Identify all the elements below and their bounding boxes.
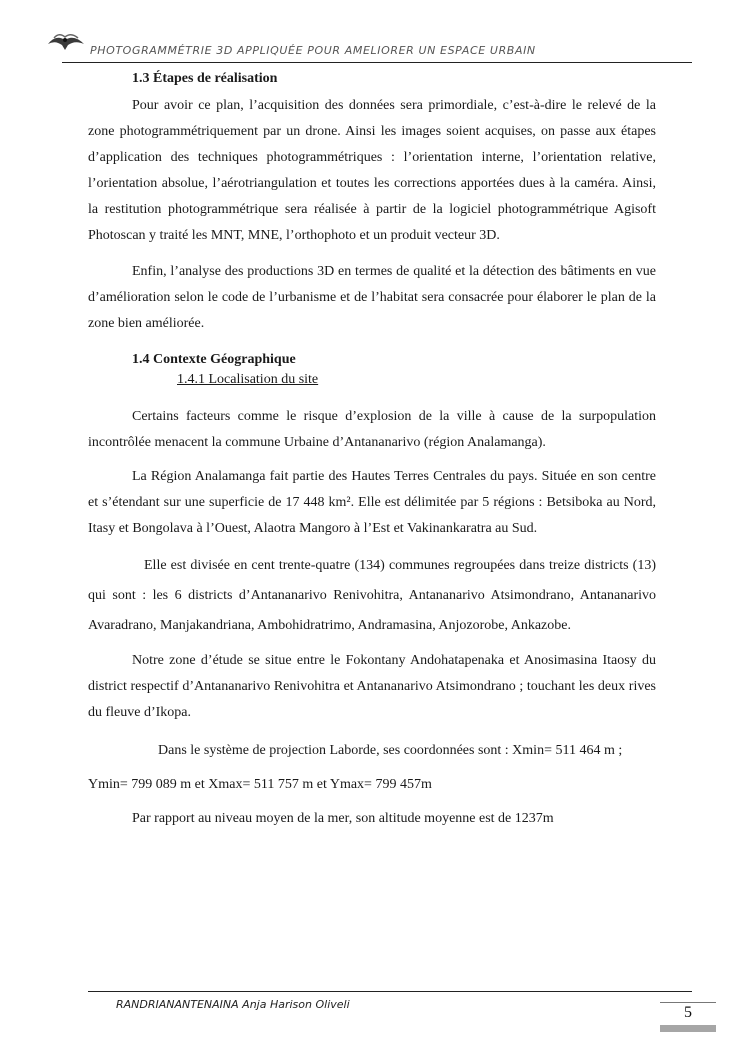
page-body (88, 69, 656, 832)
section-heading-contexte: 1.4 Contexte Géographique (132, 352, 296, 367)
paragraph-districts: Elle est divisée en cent trente-quatre (134) communes regroupées dans treize districts (13) qui sont : les 6 districts d’Antananarivo Renivohitra, Antananarivo Atsimondrano, Antananarivo Avaradrano, Manjakandriana, Ambohidratrimo, Andramasina, Anjozorobe, Ankazobe. (88, 558, 656, 633)
page-number-bar (660, 1025, 716, 1032)
winged-emblem-icon (46, 30, 86, 52)
page-number-rule (660, 1002, 716, 1003)
header-title: PHOTOGRAMMÉTRIE 3D APPLIQUÉE POUR AMELIORER UN ESPACE URBAIN (90, 44, 536, 57)
paragraph-etapes-analyse: Enfin, l’analyse des productions 3D en termes de qualité et la détection des bâtiments en vue d’amélioration selon le code de l’urbanisme et de l’habitat sera consacrée pour élaborer le plan de la zone bien améliorée. (88, 264, 656, 331)
subsection-heading-localisation: 1.4.1 Localisation du site (177, 372, 319, 387)
paragraph-altitude: Par rapport au niveau moyen de la mer, son altitude moyenne est de 1237m (132, 811, 554, 826)
page-number: 5 (684, 1004, 692, 1021)
paragraph-coordonnees-laborde: Dans le système de projection Laborde, ses coordonnées sont : Xmin= 511 464 m ; (158, 743, 623, 758)
header-divider (62, 62, 692, 63)
paragraph-coordonnees-suite: Ymin= 799 089 m et Xmax= 511 757 m et Ymax= 799 457m (88, 777, 432, 792)
paragraph-facteurs: Certains facteurs comme le risque d’explosion de la ville à cause de la surpopulation incontrôlée menacent la commune Urbaine d’Antananarivo (région Analamanga). (88, 409, 656, 450)
section-heading-etapes: 1.3 Étapes de réalisation (132, 71, 278, 86)
paragraph-region-analamanga: La Région Analamanga fait partie des Hautes Terres Centrales du pays. Située en son centre et s’étendant sur une superficie de 17 448 km². Elle est délimitée par 5 régions : Betsiboka au Nord, Itasy et Bongolava à l’Ouest, Alaotra Mangoro à l’Est et Vakinankaratra au Sud. (88, 469, 656, 536)
footer-divider (88, 991, 692, 992)
footer-author: RANDRIANANTENAINA Anja Harison Oliveli (116, 998, 350, 1011)
paragraph-zone-etude: Notre zone d’étude se situe entre le Fokontany Andohatapenaka et Anosimasina Itaosy du district respectif d’Antananarivo Renivohitra et Antananarivo Atsimondrano ; touchant les deux rives du fleuve d’Ikopa. (88, 653, 656, 720)
paragraph-etapes-acquisition: Pour avoir ce plan, l’acquisition des données sera primordiale, c’est-à-dire le relevé de la zone photogrammétriquement par un drone. Ainsi les images soient acquises, on passe aux étapes d’application des techniques photogrammétriques : l’orientation interne, l’orientation relative, l’orientation absolue, l’aérotriangulation et toutes les corrections apportées dues à la caméra. Ainsi, la restitution photogrammétrique sera réalisée à partir de la logiciel photogrammétrique Agisoft Photoscan y traité les MNT, MNE, l’orthophoto et un produit vecteur 3D. (88, 98, 656, 243)
